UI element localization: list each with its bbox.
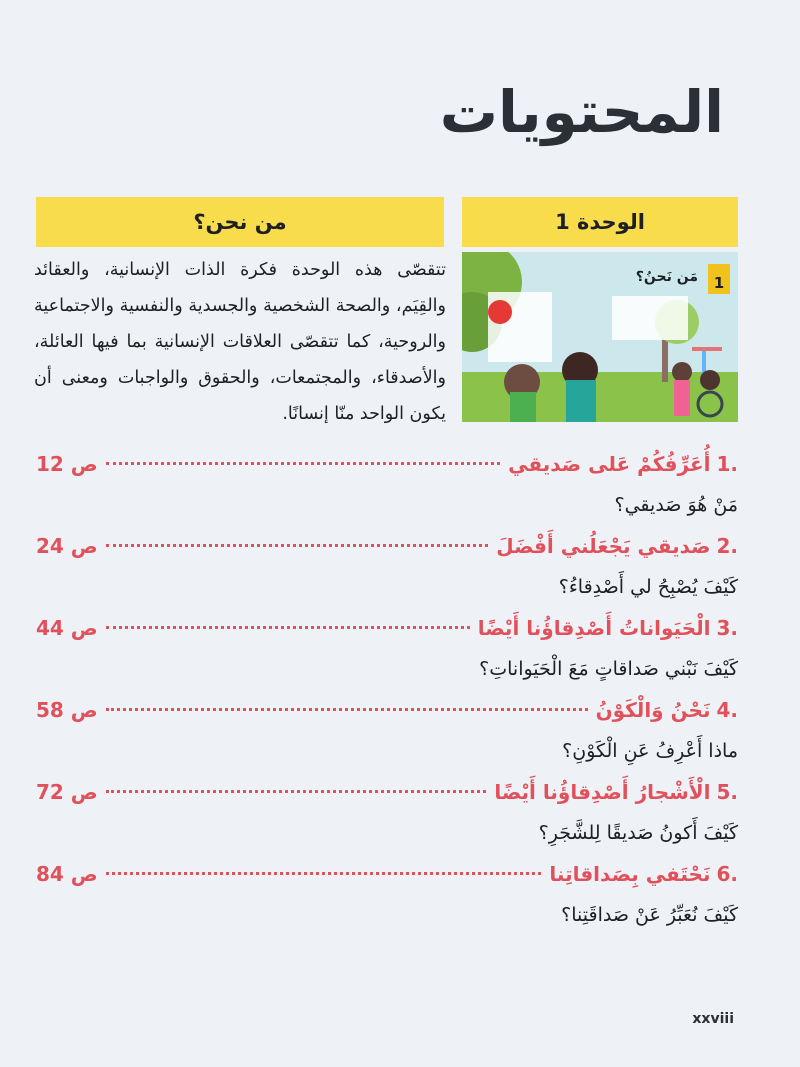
- thumbnail-unit-badge: 1: [708, 264, 730, 294]
- page-number: xxviii: [692, 1011, 734, 1027]
- toc-title: الْحَيَواناتُ أَصْدِقاؤُنا أَيْضًا: [477, 616, 711, 640]
- toc-question: كَيْفَ يُصْبِحُ لي أَصْدِقاءُ؟: [558, 576, 738, 598]
- toc-page: ص 84: [36, 862, 98, 886]
- toc-number: 6.: [716, 862, 738, 886]
- toc-entry-line: [36, 862, 738, 896]
- page-title: المحتويات: [439, 78, 724, 146]
- toc-item[interactable]: [36, 534, 738, 616]
- toc-title: نَحْنُ وَالْكَوْنُ: [595, 698, 711, 722]
- toc-leader-dots: [106, 544, 489, 547]
- toc-page: ص 44: [36, 616, 98, 640]
- toc-item[interactable]: [36, 780, 738, 862]
- toc-entry-line: [36, 780, 738, 814]
- toc-number: 4.: [716, 698, 738, 722]
- toc-page: ص 58: [36, 698, 98, 722]
- unit-label-header: [462, 197, 738, 247]
- table-of-contents: [36, 452, 738, 944]
- toc-question: كَيْفَ أَكونُ صَديقًا لِلشَّجَرِ؟: [538, 822, 738, 844]
- toc-leader-dots: [106, 790, 487, 793]
- toc-entry-line: [36, 698, 738, 732]
- toc-title: نَحْتَفي بِصَداقاتِنا: [549, 862, 711, 886]
- toc-question: مَنْ هُوَ صَديقي؟: [614, 494, 738, 516]
- unit-name: من نحن؟: [193, 210, 287, 234]
- toc-item[interactable]: [36, 862, 738, 944]
- toc-page: ص 24: [36, 534, 98, 558]
- toc-page: ص 12: [36, 452, 98, 476]
- toc-title: أُعَرِّفُكُمْ عَلى صَديقي: [508, 452, 711, 476]
- toc-number: 2.: [716, 534, 738, 558]
- toc-leader-dots: [106, 708, 588, 711]
- toc-title: الْأَشْجارُ أَصْدِقاؤُنا أَيْضًا: [494, 780, 711, 804]
- unit-description: تتقصّى هذه الوحدة فكرة الذات الإنسانية، والعقائد والقِيَم، والصحة الشخصية والجسدية والنفسية والاجتماعية والروحية، كما تتقصّى العلاقات الإنسانية بما فيها العائلة، والأصدقاء، والمجتمعات، والحقوق والواجبات ومعنى أن يكون الواحد منّا إنسانًا.: [34, 260, 446, 424]
- toc-question: ماذا أَعْرِفُ عَنِ الْكَوْنِ؟: [562, 740, 738, 762]
- toc-number: 3.: [716, 616, 738, 640]
- toc-leader-dots: [106, 626, 470, 629]
- toc-entry-line: [36, 534, 738, 568]
- thumbnail-unit-title: مَن نَحنُ؟: [635, 269, 698, 285]
- toc-question: كَيْفَ نَبْني صَداقاتٍ مَعَ الْحَيَواناتِ؟: [479, 658, 738, 680]
- toc-title: صَديقي يَجْعَلُني أَفْضَلَ: [496, 534, 711, 558]
- unit-label: الوحدة 1: [555, 210, 645, 234]
- toc-entry-line: [36, 452, 738, 486]
- toc-item[interactable]: [36, 452, 738, 534]
- toc-page: ص 72: [36, 780, 98, 804]
- toc-item[interactable]: [36, 698, 738, 780]
- toc-item[interactable]: [36, 616, 738, 698]
- toc-question: كَيْفَ نُعَبِّرُ عَنْ صَداقَتِنا؟: [561, 904, 738, 926]
- toc-leader-dots: [106, 872, 542, 875]
- toc-number: 1.: [716, 452, 738, 476]
- toc-leader-dots: [106, 462, 500, 465]
- toc-number: 5.: [716, 780, 738, 804]
- unit-thumbnail: [462, 252, 738, 422]
- toc-entry-line: [36, 616, 738, 650]
- unit-name-header: [36, 197, 444, 247]
